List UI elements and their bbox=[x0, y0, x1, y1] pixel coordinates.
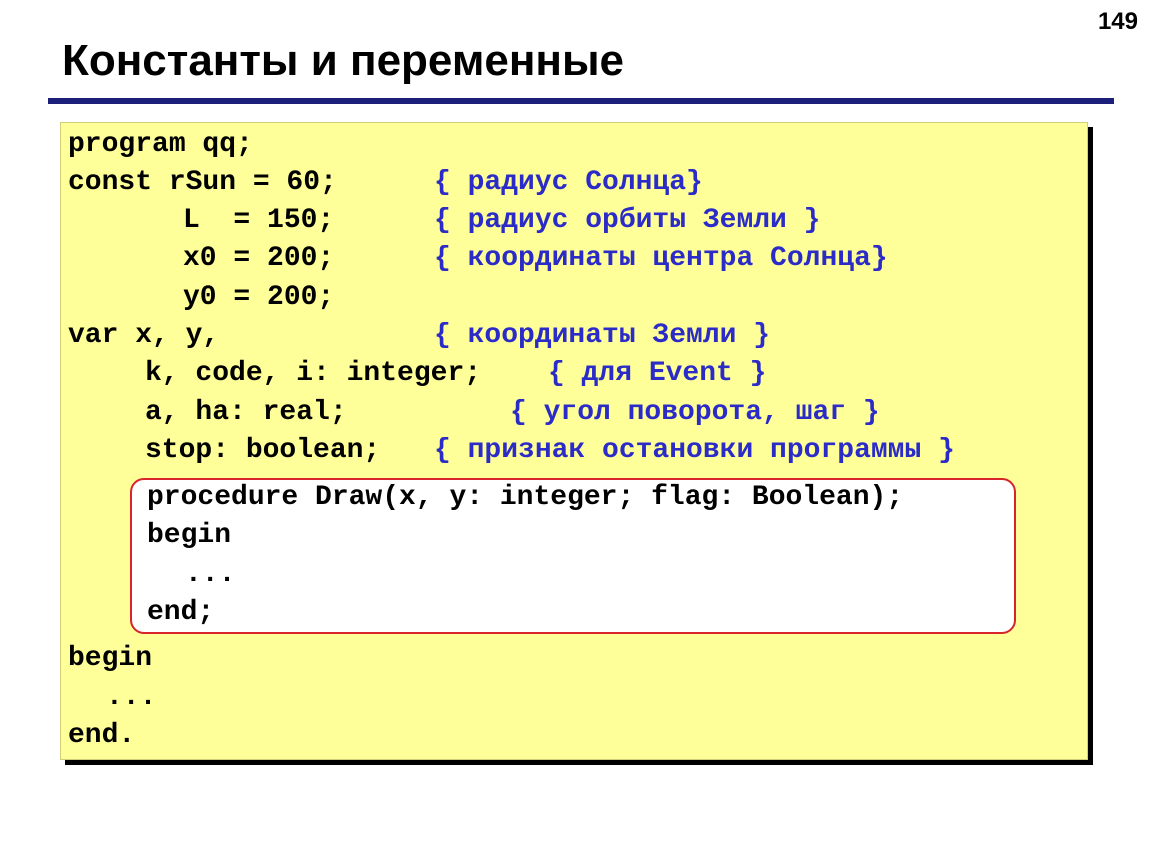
code-line-const-x0: x0 = 200; bbox=[183, 243, 335, 274]
comment-sun-center: { координаты центра Солнца} bbox=[434, 243, 888, 274]
code-line-const-l: L = 150; bbox=[183, 205, 335, 236]
comment-angle-step: { угол поворота, шаг } bbox=[510, 397, 880, 428]
code-line-var-integers: k, code, i: integer; bbox=[145, 358, 482, 389]
code-line-proc-ellipsis: ... bbox=[185, 559, 236, 590]
code-line-const: const rSun = 60; bbox=[68, 167, 337, 198]
comment-for-event: { для Event } bbox=[548, 358, 767, 389]
comment-stop-flag: { признак остановки программы } bbox=[434, 435, 955, 466]
code-line-var-stop: stop: boolean; bbox=[145, 435, 381, 466]
comment-orbit-radius: { радиус орбиты Земли } bbox=[434, 205, 821, 236]
code-line-var-reals: a, ha: real; bbox=[145, 397, 347, 428]
slide-number: 149 bbox=[1097, 8, 1138, 35]
comment-radius-sun: { радиус Солнца} bbox=[434, 167, 703, 198]
code-line-procedure: procedure Draw(x, y: integer; flag: Boolean); bbox=[147, 482, 904, 513]
code-line-main-begin: begin bbox=[68, 643, 153, 674]
code-line-program: program qq; bbox=[68, 129, 253, 160]
code-line-const-y0: y0 = 200; bbox=[183, 282, 335, 313]
comment-earth-coords: { координаты Земли } bbox=[434, 320, 771, 351]
slide-title: Константы и переменные bbox=[62, 36, 625, 85]
code-line-proc-end: end; bbox=[147, 597, 215, 628]
code-line-main-ellipsis: ... bbox=[106, 682, 157, 713]
title-underline bbox=[48, 98, 1114, 104]
code-line-var: var x, y, bbox=[68, 320, 220, 351]
code-line-proc-begin: begin bbox=[147, 520, 232, 551]
code-line-main-end: end. bbox=[68, 720, 136, 751]
